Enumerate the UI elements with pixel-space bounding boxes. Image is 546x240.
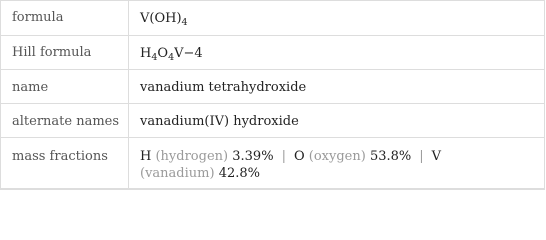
table-row <box>1 138 544 189</box>
table-row <box>1 36 544 70</box>
hydrogen-value: 3.39% <box>232 149 274 164</box>
mass-fractions-line-2 <box>140 166 260 182</box>
vanadium-symbol: V <box>431 149 442 164</box>
vanadium-name: (vanadium) <box>140 166 215 181</box>
oxygen-value: 53.8% <box>369 149 412 164</box>
hill-formula-value: $H_4O_4V-4$ <box>140 46 203 63</box>
vanadium-value: 42.8% <box>218 166 260 181</box>
alternate-names-label: alternate names <box>12 114 120 129</box>
oxygen-symbol: O <box>293 149 305 164</box>
table-row <box>1 1 544 36</box>
hydrogen-symbol: H <box>140 149 152 164</box>
table-row <box>1 104 544 138</box>
alternate-names-value: vanadium(IV) hydroxide <box>140 114 299 129</box>
hill-formula-label: Hill formula <box>12 45 92 60</box>
column-divider <box>128 1 129 189</box>
oxygen-name: (oxygen) <box>308 149 366 164</box>
separator: | <box>419 149 424 164</box>
separator: | <box>281 149 286 164</box>
formula-value: $V(OH)_4$ <box>140 11 188 28</box>
mass-fractions-label: mass fractions <box>12 149 108 164</box>
table-row <box>1 70 544 104</box>
formula-label: formula <box>12 10 64 25</box>
name-value: vanadium tetrahydroxide <box>140 80 307 95</box>
name-label: name <box>12 80 49 95</box>
mass-fractions-line-1 <box>140 149 441 165</box>
hydrogen-name: (hydrogen) <box>155 149 229 164</box>
